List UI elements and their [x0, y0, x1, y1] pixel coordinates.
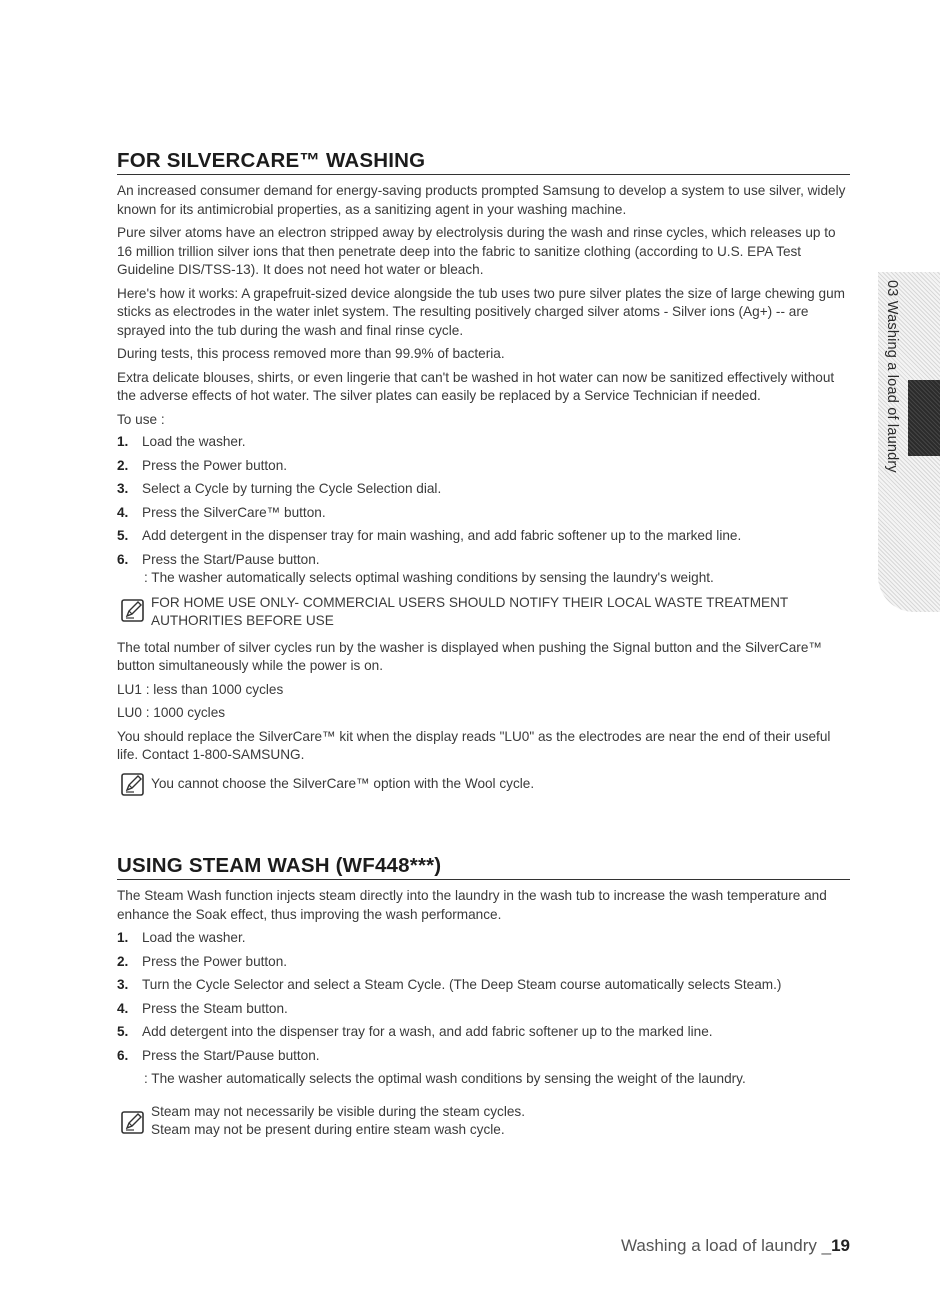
- note-text: Steam may not necessarily be visible during the steam cycles.: [151, 1103, 525, 1119]
- paragraph: The Steam Wash function injects steam directly into the laundry in the wash tub to increase the wash temperature and enhance the Soak effect, thus improving the wash performance.: [117, 888, 827, 922]
- step-text: Press the Power button.: [142, 953, 288, 969]
- step-text: Load the washer.: [142, 930, 246, 945]
- step-subnote: : The washer automatically selects optimal washing conditions by sensing the laundry's weight.: [144, 570, 714, 585]
- list-item: [117, 480, 850, 499]
- step-text: Press the Power button.: [142, 457, 288, 473]
- step-number: 4.: [117, 504, 129, 520]
- step-text: Press the Start/Pause button.: [142, 551, 320, 567]
- step-subnote: : The washer automatically selects the optimal wash conditions by sensing the weight of the laundry.: [144, 1071, 746, 1086]
- step-number: 1.: [117, 434, 129, 449]
- footer-text: Washing a load of laundry _: [620, 1236, 832, 1255]
- step-text: Add detergent in the dispenser tray for main washing, and add fabric softener up to the marked line.: [142, 528, 742, 543]
- note-text: Steam may not be present during entire steam wash cycle.: [151, 1122, 505, 1137]
- step-number: 6.: [117, 1047, 129, 1063]
- list-item: [117, 1000, 850, 1019]
- step-text: Add detergent into the dispenser tray for a wash, and add fabric softener up to the marked line.: [142, 1024, 713, 1039]
- note-block: [117, 775, 850, 794]
- note-block: [117, 594, 850, 631]
- paragraph: Here's how it works: A grapefruit-sized device alongside the tub uses two pure silver plates the size of large chewing gum sticks as electrodes in the water inlet system. The resulting positively charged silver atoms - Silver ions (Ag+) -- are sprayed into the tub during the wash and final rinse cycle.: [117, 285, 845, 338]
- chapter-tab-marker: [908, 380, 940, 456]
- paragraph: Pure silver atoms have an electron stripped away by electrolysis during the wash and rinse cycles, which releases up to 16 million trillion silver ions that then penetrate deep into the fabric to sanitize clothing (according to U.S. EPA Test Guideline DIS/TSS-13). It does not need hot water or bleach.: [117, 225, 836, 277]
- page-footer: [621, 1236, 850, 1256]
- step-text: Press the Start/Pause button.: [142, 1047, 320, 1063]
- chapter-tab-label: 03 Washing a load of laundry: [884, 280, 900, 473]
- step-number: 2.: [117, 457, 129, 473]
- paragraph: LU0 : 1000 cycles: [117, 705, 226, 720]
- list-item: [117, 929, 850, 948]
- list-item: [117, 504, 850, 523]
- list-item: [117, 551, 850, 588]
- silvercare-body: [117, 182, 850, 793]
- step-number: 5.: [117, 528, 129, 543]
- section-title-silvercare: FOR SILVERCARE™ WASHING: [117, 149, 850, 175]
- step-number: 6.: [117, 551, 129, 567]
- paragraph: You should replace the SilverCare™ kit when the display reads "LU0" as the electrodes are near the end of their useful life. Contact 1-800-SAMSUNG.: [117, 728, 831, 762]
- step-text: Select a Cycle by turning the Cycle Selection dial.: [142, 481, 442, 496]
- list-item: [117, 953, 850, 972]
- paragraph: To use :: [117, 411, 165, 427]
- list-item: [117, 1047, 850, 1089]
- steam-body: [117, 887, 850, 1140]
- step-text: Press the Steam button.: [142, 1000, 288, 1016]
- step-number: 1.: [117, 930, 129, 945]
- list-item: [117, 527, 850, 546]
- step-number: 2.: [117, 953, 129, 969]
- step-number: 4.: [117, 1000, 129, 1016]
- paragraph: During tests, this process removed more than 99.9% of bacteria.: [117, 346, 505, 361]
- note-text: FOR HOME USE ONLY- COMMERCIAL USERS SHOULD NOTIFY THEIR LOCAL WASTE TREATMENT AUTHORITIES BEFORE USE: [151, 594, 788, 628]
- step-text: Load the washer.: [142, 434, 246, 449]
- note-block: [117, 1103, 850, 1140]
- section-title-steam: USING STEAM WASH (WF448***): [117, 854, 850, 880]
- paragraph: LU1 : less than 1000 cycles: [117, 681, 284, 697]
- list-item: [117, 1023, 850, 1042]
- list-item: [117, 976, 850, 995]
- paragraph: Extra delicate blouses, shirts, or even lingerie that can't be washed in hot water can now be sanitized effectively without the adverse effects of hot water. The silver plates can easily be replaced by a Service Technician if needed.: [117, 369, 835, 403]
- note-pencil-icon: [120, 771, 146, 797]
- note-text: You cannot choose the SilverCare™ option with the Wool cycle.: [151, 775, 535, 791]
- step-text: Press the SilverCare™ button.: [142, 504, 326, 520]
- paragraph: The total number of silver cycles run by the washer is displayed when pushing the Signal button and the SilverCare™ button simultaneously while the power is on.: [117, 639, 822, 673]
- note-pencil-icon: [120, 597, 146, 623]
- list-item: [117, 457, 850, 476]
- note-pencil-icon: [120, 1109, 146, 1135]
- step-number: 5.: [117, 1024, 129, 1039]
- step-number: 3.: [117, 481, 129, 496]
- steam-section: [117, 854, 850, 1148]
- list-item: [117, 433, 850, 452]
- steam-steps: [117, 929, 850, 1089]
- page-number: 19: [831, 1236, 850, 1255]
- silvercare-section: [117, 149, 850, 801]
- silvercare-steps: [117, 433, 850, 588]
- step-text: Turn the Cycle Selector and select a Steam Cycle. (The Deep Steam course automatically selects Steam.): [142, 977, 782, 992]
- paragraph: An increased consumer demand for energy-saving products prompted Samsung to develop a system to use silver, widely known for its antimicrobial properties, as a sanitizing agent in your washing machine.: [117, 183, 846, 217]
- step-number: 3.: [117, 977, 129, 992]
